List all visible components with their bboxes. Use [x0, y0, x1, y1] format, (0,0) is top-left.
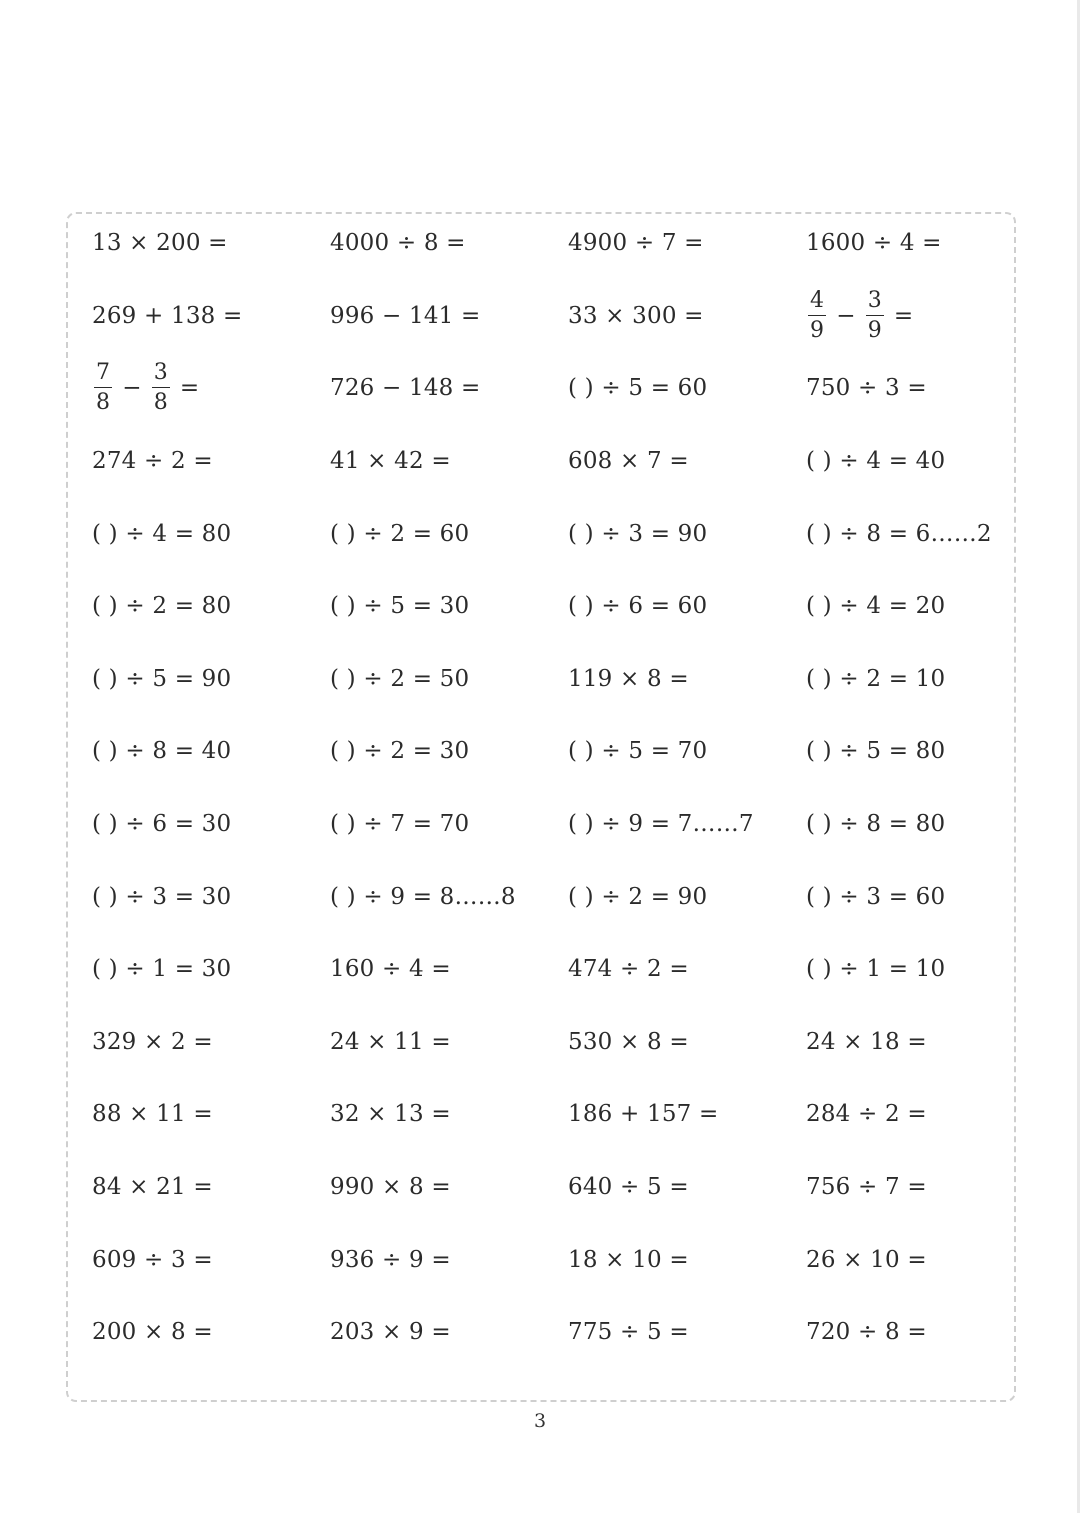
problem: 530 × 8 =	[568, 1028, 689, 1055]
problem: ( ) ÷ 9 = 8……8	[330, 883, 516, 910]
problem: 88 × 11 =	[92, 1101, 213, 1128]
problem: 775 ÷ 5 =	[568, 1319, 689, 1346]
problem: ( ) ÷ 5 = 90	[92, 665, 232, 692]
numerator: 7	[94, 362, 112, 388]
problem: ( ) ÷ 2 = 80	[92, 593, 232, 620]
problem: ( ) ÷ 2 = 10	[806, 665, 946, 692]
problem: 474 ÷ 2 =	[568, 956, 689, 983]
problem: ( ) ÷ 2 = 50	[330, 665, 470, 692]
problem: ( ) ÷ 8 = 40	[92, 738, 232, 765]
problem: 18 × 10 =	[568, 1246, 689, 1273]
problem: ( ) ÷ 6 = 30	[92, 811, 232, 838]
problem: 4000 ÷ 8 =	[330, 230, 466, 257]
problem: 608 × 7 =	[568, 448, 689, 475]
fraction	[152, 362, 170, 414]
problem: ( ) ÷ 8 = 80	[806, 811, 946, 838]
operator: −	[836, 302, 856, 329]
problem: ( ) ÷ 5 = 30	[330, 593, 470, 620]
problem: 720 ÷ 8 =	[806, 1319, 927, 1346]
fraction-problem	[92, 352, 330, 425]
problem: ( ) ÷ 1 = 10	[806, 956, 946, 983]
problem: ( ) ÷ 1 = 30	[92, 956, 232, 983]
problem: 274 ÷ 2 =	[92, 448, 213, 475]
problem: 609 ÷ 3 =	[92, 1246, 213, 1273]
problem-grid	[92, 207, 1044, 1369]
problem: 33 × 300 =	[568, 302, 704, 329]
problem: 756 ÷ 7 =	[806, 1174, 927, 1201]
page-number: 3	[533, 1410, 547, 1432]
fraction	[94, 362, 112, 414]
problem: 4900 ÷ 7 =	[568, 230, 704, 257]
problem: ( ) ÷ 3 = 90	[568, 520, 708, 547]
problem: ( ) ÷ 4 = 40	[806, 448, 946, 475]
problem: 84 × 21 =	[92, 1174, 213, 1201]
fraction	[808, 287, 826, 343]
problem: 32 × 13 =	[330, 1101, 451, 1128]
problem: 990 × 8 =	[330, 1174, 451, 1201]
problem: 41 × 42 =	[330, 448, 451, 475]
problem: ( ) ÷ 9 = 7……7	[568, 811, 754, 838]
numerator: 4	[808, 290, 826, 316]
problem: ( ) ÷ 3 = 60	[806, 883, 946, 910]
problem: 936 ÷ 9 =	[330, 1246, 451, 1273]
problem: 284 ÷ 2 =	[806, 1101, 927, 1128]
problem: ( ) ÷ 5 = 60	[568, 375, 708, 402]
problem: 269 + 138 =	[92, 302, 243, 329]
problem: ( ) ÷ 4 = 20	[806, 593, 946, 620]
denominator: 8	[96, 390, 111, 416]
numerator: 3	[152, 362, 170, 388]
problem: ( ) ÷ 3 = 30	[92, 883, 232, 910]
problem: 750 ÷ 3 =	[806, 375, 927, 402]
problem: 24 × 18 =	[806, 1028, 927, 1055]
denominator: 9	[867, 317, 882, 343]
equals-sign: =	[179, 375, 200, 402]
fraction-problem	[806, 280, 1044, 353]
problem: 203 × 9 =	[330, 1319, 451, 1346]
problem: 726 − 148 =	[330, 375, 481, 402]
problem: 200 × 8 =	[92, 1319, 213, 1346]
problem: 996 − 141 =	[330, 302, 481, 329]
problem: 640 ÷ 5 =	[568, 1174, 689, 1201]
denominator: 8	[153, 390, 168, 416]
problem: 119 × 8 =	[568, 665, 689, 692]
problem: 26 × 10 =	[806, 1246, 927, 1273]
problem: ( ) ÷ 5 = 70	[568, 738, 708, 765]
problem: 186 + 157 =	[568, 1101, 719, 1128]
numerator: 3	[866, 290, 884, 316]
problem: 1600 ÷ 4 =	[806, 230, 942, 257]
denominator: 9	[810, 317, 825, 343]
problem: 13 × 200 =	[92, 230, 228, 257]
problem: ( ) ÷ 6 = 60	[568, 593, 708, 620]
equals-sign: =	[893, 302, 914, 329]
problem: ( ) ÷ 2 = 30	[330, 738, 470, 765]
problem: ( ) ÷ 8 = 6……2	[806, 520, 992, 547]
problem: ( ) ÷ 2 = 60	[330, 520, 470, 547]
problem: ( ) ÷ 4 = 80	[92, 520, 232, 547]
problem: ( ) ÷ 2 = 90	[568, 883, 708, 910]
fraction	[866, 287, 884, 343]
operator: −	[122, 375, 142, 402]
problem: 160 ÷ 4 =	[330, 956, 451, 983]
problem: 24 × 11 =	[330, 1028, 451, 1055]
problem: ( ) ÷ 7 = 70	[330, 811, 470, 838]
problem: ( ) ÷ 5 = 80	[806, 738, 946, 765]
problem: 329 × 2 =	[92, 1028, 213, 1055]
